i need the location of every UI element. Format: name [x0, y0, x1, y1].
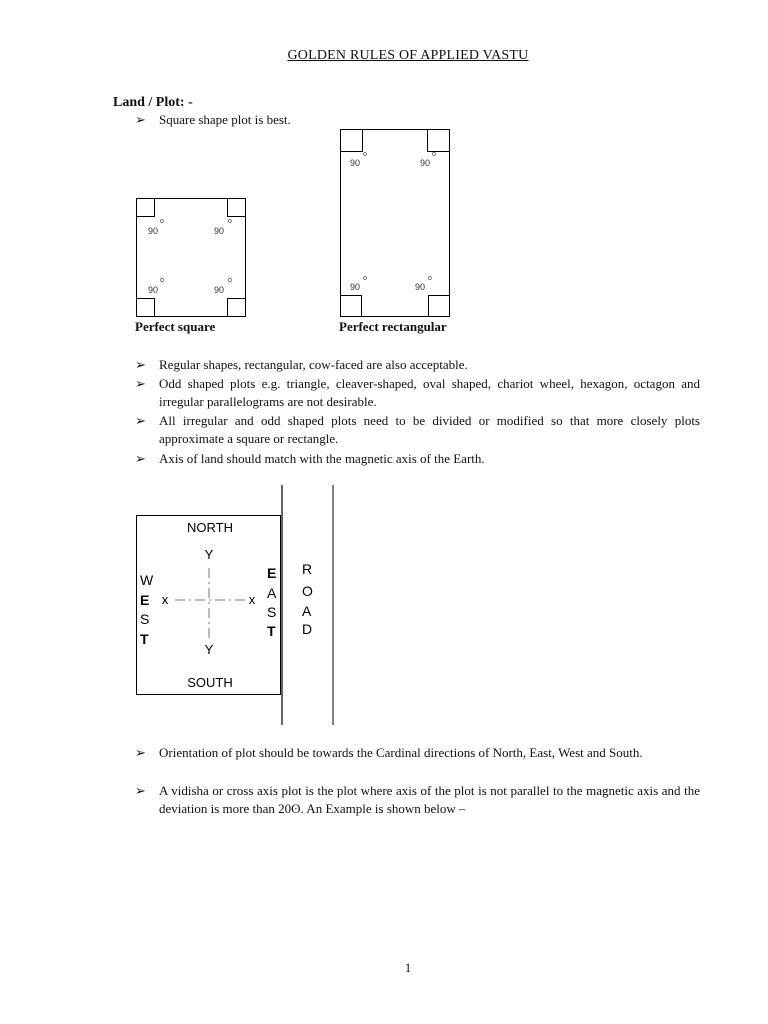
bullet-arrow-icon: ➢ [135, 376, 146, 391]
bullet-arrow-icon: ➢ [135, 783, 146, 798]
perfect-rectangle-diagram [341, 130, 450, 317]
degree-symbol: o [228, 218, 232, 225]
svg-text:R: R [302, 561, 313, 577]
bullet-text: Square shape plot is best. [159, 112, 291, 127]
svg-text:T: T [267, 623, 276, 639]
x-axis-left-label: x [161, 592, 169, 607]
magnetic-axis-figure [0, 480, 768, 730]
north-label: NORTH [187, 520, 233, 535]
degree-symbol: o [363, 275, 367, 282]
angle-label: 90 [350, 158, 361, 168]
bullet-text: A vidisha or cross axis plot is the plot where axis of the plot is not parallel to the magnetic axis and the deviation is more than 20ʘ. An Example is shown below – [159, 783, 700, 816]
x-axis-right-label: x [248, 592, 256, 607]
bullet-arrow-icon: ➢ [135, 745, 146, 760]
y-axis-bottom-label: Y [204, 642, 214, 657]
degree-symbol: o [228, 277, 232, 284]
angle-label: 90 [415, 282, 426, 292]
svg-text:S: S [140, 611, 150, 627]
degree-symbol: o [160, 218, 164, 225]
page-title: GOLDEN RULES OF APPLIED VASTU [287, 48, 529, 63]
angle-label: 90 [214, 285, 225, 295]
square-caption: Perfect square [135, 319, 216, 334]
perfect-square-diagram [137, 199, 246, 317]
angle-label: 90 [148, 226, 159, 236]
plot-shapes-figure [0, 0, 768, 340]
svg-text:S: S [267, 604, 277, 620]
east-label [267, 565, 277, 639]
bullet-text: Odd shaped plots e.g. triangle, cleaver-shaped, oval shaped, chariot wheel, hexagon, octagon and irregular parallelograms are not desirable. [159, 376, 700, 409]
angle-label: 90 [148, 285, 159, 295]
bullet-arrow-icon: ➢ [135, 413, 146, 428]
bullet-text: Axis of land should match with the magnetic axis of the Earth. [159, 451, 485, 466]
svg-text:A: A [267, 585, 277, 601]
svg-text:E: E [267, 565, 277, 581]
svg-text:D: D [302, 621, 313, 637]
degree-symbol: o [428, 275, 432, 282]
svg-text:T: T [140, 631, 149, 647]
degree-symbol: o [432, 151, 436, 158]
south-label: SOUTH [187, 675, 233, 690]
svg-text:E: E [140, 592, 150, 608]
angle-label: 90 [420, 158, 431, 168]
road-label [302, 561, 313, 637]
bullet-arrow-icon: ➢ [135, 451, 146, 466]
angle-label: 90 [350, 282, 361, 292]
page-number: 1 [404, 960, 412, 975]
y-axis-top-label: Y [204, 547, 214, 562]
svg-text:O: O [302, 583, 313, 599]
bullet-arrow-icon: ➢ [135, 357, 146, 372]
svg-text:W: W [140, 572, 154, 588]
degree-symbol: o [160, 277, 164, 284]
rectangle-caption: Perfect rectangular [339, 319, 447, 334]
angle-label: 90 [214, 226, 225, 236]
degree-symbol: o [363, 151, 367, 158]
plot-boundary [137, 516, 281, 695]
bullet-text: All irregular and odd shaped plots need to be divided or modified so that more closely plots approximate a square or rectangle. [159, 413, 700, 446]
section-heading: Land / Plot: - [113, 95, 193, 110]
svg-text:A: A [302, 603, 312, 619]
west-label [140, 572, 154, 647]
bullet-arrow-icon: ➢ [135, 112, 146, 127]
bullet-text: Regular shapes, rectangular, cow-faced are also acceptable. [159, 357, 468, 372]
bullet-text: Orientation of plot should be towards the Cardinal directions of North, East, West and South. [159, 745, 643, 760]
